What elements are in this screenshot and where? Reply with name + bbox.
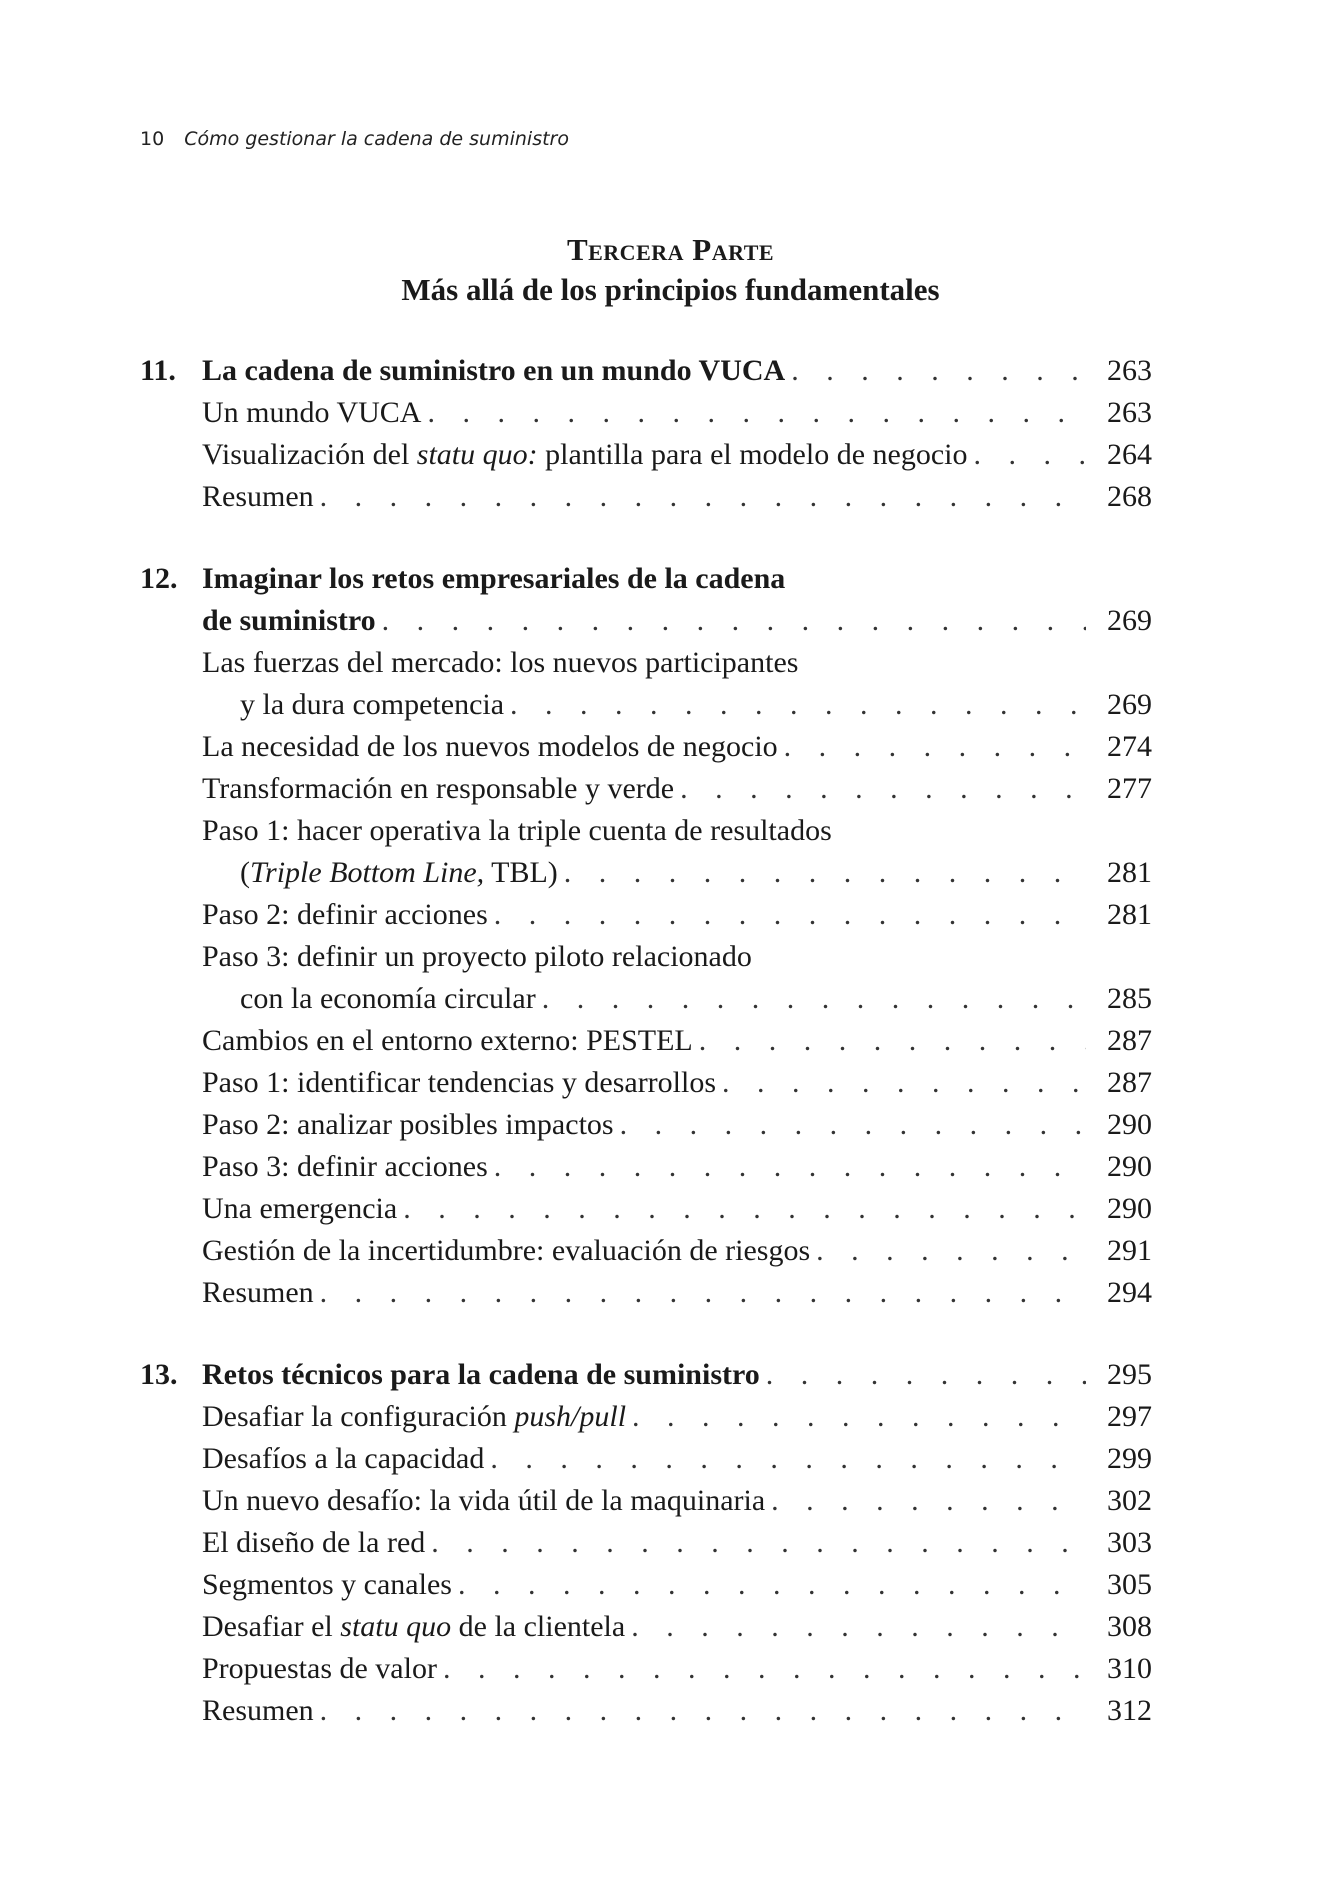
entry-title: Visualización del statu quo: plantilla para el modelo de negocio — [202, 438, 968, 471]
entry-title: Paso 3: definir acciones — [202, 1150, 488, 1183]
page-number: 297 — [1107, 1400, 1152, 1433]
dot-leader — [427, 392, 1086, 434]
toc-entry — [140, 1104, 1152, 1146]
toc-entry — [140, 1648, 1152, 1690]
entry-title: La necesidad de los nuevos modelos de negocio — [202, 730, 778, 763]
chapter-heading — [140, 1354, 1152, 1396]
toc-entry — [140, 1146, 1152, 1188]
page-number: 294 — [1107, 1276, 1152, 1309]
part-title: Más allá de los principios fundamentales — [401, 272, 940, 307]
page-number: 308 — [1107, 1610, 1152, 1643]
entry-title: Un nuevo desafío: la vida útil de la maquinaria — [202, 1484, 766, 1517]
dot-leader — [771, 1480, 1086, 1522]
page-number: 299 — [1107, 1442, 1152, 1475]
page-number: 312 — [1107, 1694, 1152, 1727]
dot-leader — [510, 684, 1086, 726]
entry-title: Una emergencia — [202, 1192, 398, 1225]
entry-title: Paso 2: definir acciones — [202, 898, 488, 931]
entry-title: Gestión de la incertidumbre: evaluación de riesgos — [202, 1234, 811, 1267]
toc-entry — [140, 1522, 1152, 1564]
toc-entry — [140, 810, 1152, 852]
dot-leader — [631, 1606, 1086, 1648]
chapter-title: La cadena de suministro en un mundo VUCA — [202, 354, 786, 387]
dot-leader — [542, 978, 1086, 1020]
chapter-title: Retos técnicos para la cadena de suministro — [202, 1358, 760, 1391]
entry-title: Resumen — [202, 1276, 314, 1309]
chapter-number: 12. — [140, 562, 178, 595]
page-number: 263 — [1107, 396, 1152, 429]
toc-entry — [140, 1188, 1152, 1230]
chapter-12 — [140, 558, 1152, 1314]
entry-title: Resumen — [202, 480, 314, 513]
toc-entry — [140, 1480, 1152, 1522]
dot-leader — [632, 1396, 1086, 1438]
toc-entry — [140, 1230, 1152, 1272]
page-number: 291 — [1107, 1234, 1152, 1267]
page-number: 264 — [1107, 438, 1152, 471]
toc-entry — [140, 1438, 1152, 1480]
entry-title: Desafiar el statu quo de la clientela — [202, 1610, 626, 1643]
entry-title: Propuestas de valor — [202, 1652, 437, 1685]
toc-entry — [140, 1062, 1152, 1104]
dot-leader — [722, 1062, 1086, 1104]
chapter-heading-cont — [140, 600, 1152, 642]
toc-entry-cont — [140, 978, 1152, 1020]
entry-title: Un mundo VUCA — [202, 396, 422, 429]
dot-leader — [320, 1272, 1086, 1314]
dot-leader — [494, 894, 1086, 936]
chapter-heading — [140, 350, 1152, 392]
toc-entry — [140, 1020, 1152, 1062]
chapter-11 — [140, 350, 1152, 518]
toc-entry-cont — [140, 684, 1152, 726]
entry-title-line1: Paso 1: hacer operativa la triple cuenta de resultados — [202, 814, 832, 847]
entry-title: Desafiar la configuración push/pull — [202, 1400, 627, 1433]
toc-entry — [140, 1606, 1152, 1648]
page-number: 281 — [1107, 898, 1152, 931]
entry-title: El diseño de la red — [202, 1526, 426, 1559]
entry-title: Resumen — [202, 1694, 314, 1727]
page-number: 281 — [1107, 856, 1152, 889]
entry-title: Segmentos y canales — [202, 1568, 452, 1601]
page-number: 290 — [1107, 1108, 1152, 1141]
entry-title: Paso 2: analizar posibles impactos — [202, 1108, 614, 1141]
chapter-number: 13. — [140, 1358, 178, 1391]
dot-leader — [403, 1188, 1086, 1230]
toc-entry — [140, 642, 1152, 684]
entry-title-line1: Las fuerzas del mercado: los nuevos participantes — [202, 646, 799, 679]
page-number: 287 — [1107, 1024, 1152, 1057]
dot-leader — [382, 600, 1086, 642]
toc-entry — [140, 936, 1152, 978]
page-number: 303 — [1107, 1526, 1152, 1559]
page-number: 285 — [1107, 982, 1152, 1015]
entry-title: Transformación en responsable y verde — [202, 772, 675, 805]
table-of-contents — [140, 350, 1152, 1772]
toc-entry — [140, 476, 1152, 518]
dot-leader — [320, 476, 1086, 518]
page-number: 269 — [1107, 688, 1152, 721]
page-number: 274 — [1107, 730, 1152, 763]
dot-leader — [766, 1354, 1086, 1396]
dot-leader — [784, 726, 1086, 768]
page-number: 302 — [1107, 1484, 1152, 1517]
dot-leader — [490, 1438, 1086, 1480]
chapter-13 — [140, 1354, 1152, 1732]
entry-title-line2: con la economía circular — [240, 982, 536, 1015]
entry-title-line2: y la dura competencia — [240, 688, 505, 721]
entry-title-line1: Paso 3: definir un proyecto piloto relacionado — [202, 940, 752, 973]
toc-entry — [140, 894, 1152, 936]
dot-leader — [791, 350, 1086, 392]
page-number: 295 — [1107, 1358, 1152, 1391]
page-number: 310 — [1107, 1652, 1152, 1685]
page-number: 305 — [1107, 1568, 1152, 1601]
dot-leader — [620, 1104, 1086, 1146]
entry-italic: statu quo — [340, 1610, 452, 1643]
dot-leader — [680, 768, 1086, 810]
entry-title: Desafíos a la capacidad — [202, 1442, 485, 1475]
toc-entry-cont — [140, 852, 1152, 894]
toc-entry — [140, 726, 1152, 768]
part-label: Tercera Parte — [566, 232, 775, 267]
chapter-title-line1: Imaginar los retos empresariales de la cadena — [202, 562, 786, 595]
entry-title-line2: (Triple Bottom Line, TBL) — [240, 856, 558, 889]
entry-title: Paso 1: identificar tendencias y desarrollos — [202, 1066, 717, 1099]
page-number: 277 — [1107, 772, 1152, 805]
page-number: 290 — [1107, 1150, 1152, 1183]
toc-entry — [140, 768, 1152, 810]
dot-leader — [494, 1146, 1086, 1188]
dot-leader — [973, 434, 1086, 476]
page-number: 268 — [1107, 480, 1152, 513]
dot-leader — [458, 1564, 1086, 1606]
page-number: 269 — [1107, 604, 1152, 637]
chapter-heading — [140, 558, 1152, 600]
dot-leader — [699, 1020, 1086, 1062]
dot-leader — [443, 1648, 1086, 1690]
running-header — [140, 128, 569, 150]
chapter-number: 11. — [140, 354, 176, 387]
entry-italic: Triple Bottom Line, — [250, 856, 485, 889]
toc-entry — [140, 1564, 1152, 1606]
toc-entry — [140, 1396, 1152, 1438]
page-number: 287 — [1107, 1066, 1152, 1099]
toc-entry — [140, 434, 1152, 476]
header-running-title: Cómo gestionar la cadena de suministro — [184, 128, 569, 150]
entry-italic: statu quo: — [416, 438, 538, 471]
dot-leader — [320, 1690, 1086, 1732]
page-number: 290 — [1107, 1192, 1152, 1225]
header-page-number: 10 — [140, 128, 165, 150]
page-number: 263 — [1107, 354, 1152, 387]
dot-leader — [431, 1522, 1086, 1564]
entry-italic: push/pull — [514, 1400, 627, 1433]
entry-title: Cambios en el entorno externo: PESTEL — [202, 1024, 693, 1057]
toc-entry — [140, 392, 1152, 434]
toc-entry — [140, 1690, 1152, 1732]
toc-entry — [140, 1272, 1152, 1314]
dot-leader — [564, 852, 1086, 894]
dot-leader — [816, 1230, 1086, 1272]
chapter-title-line2: de suministro — [202, 604, 376, 637]
